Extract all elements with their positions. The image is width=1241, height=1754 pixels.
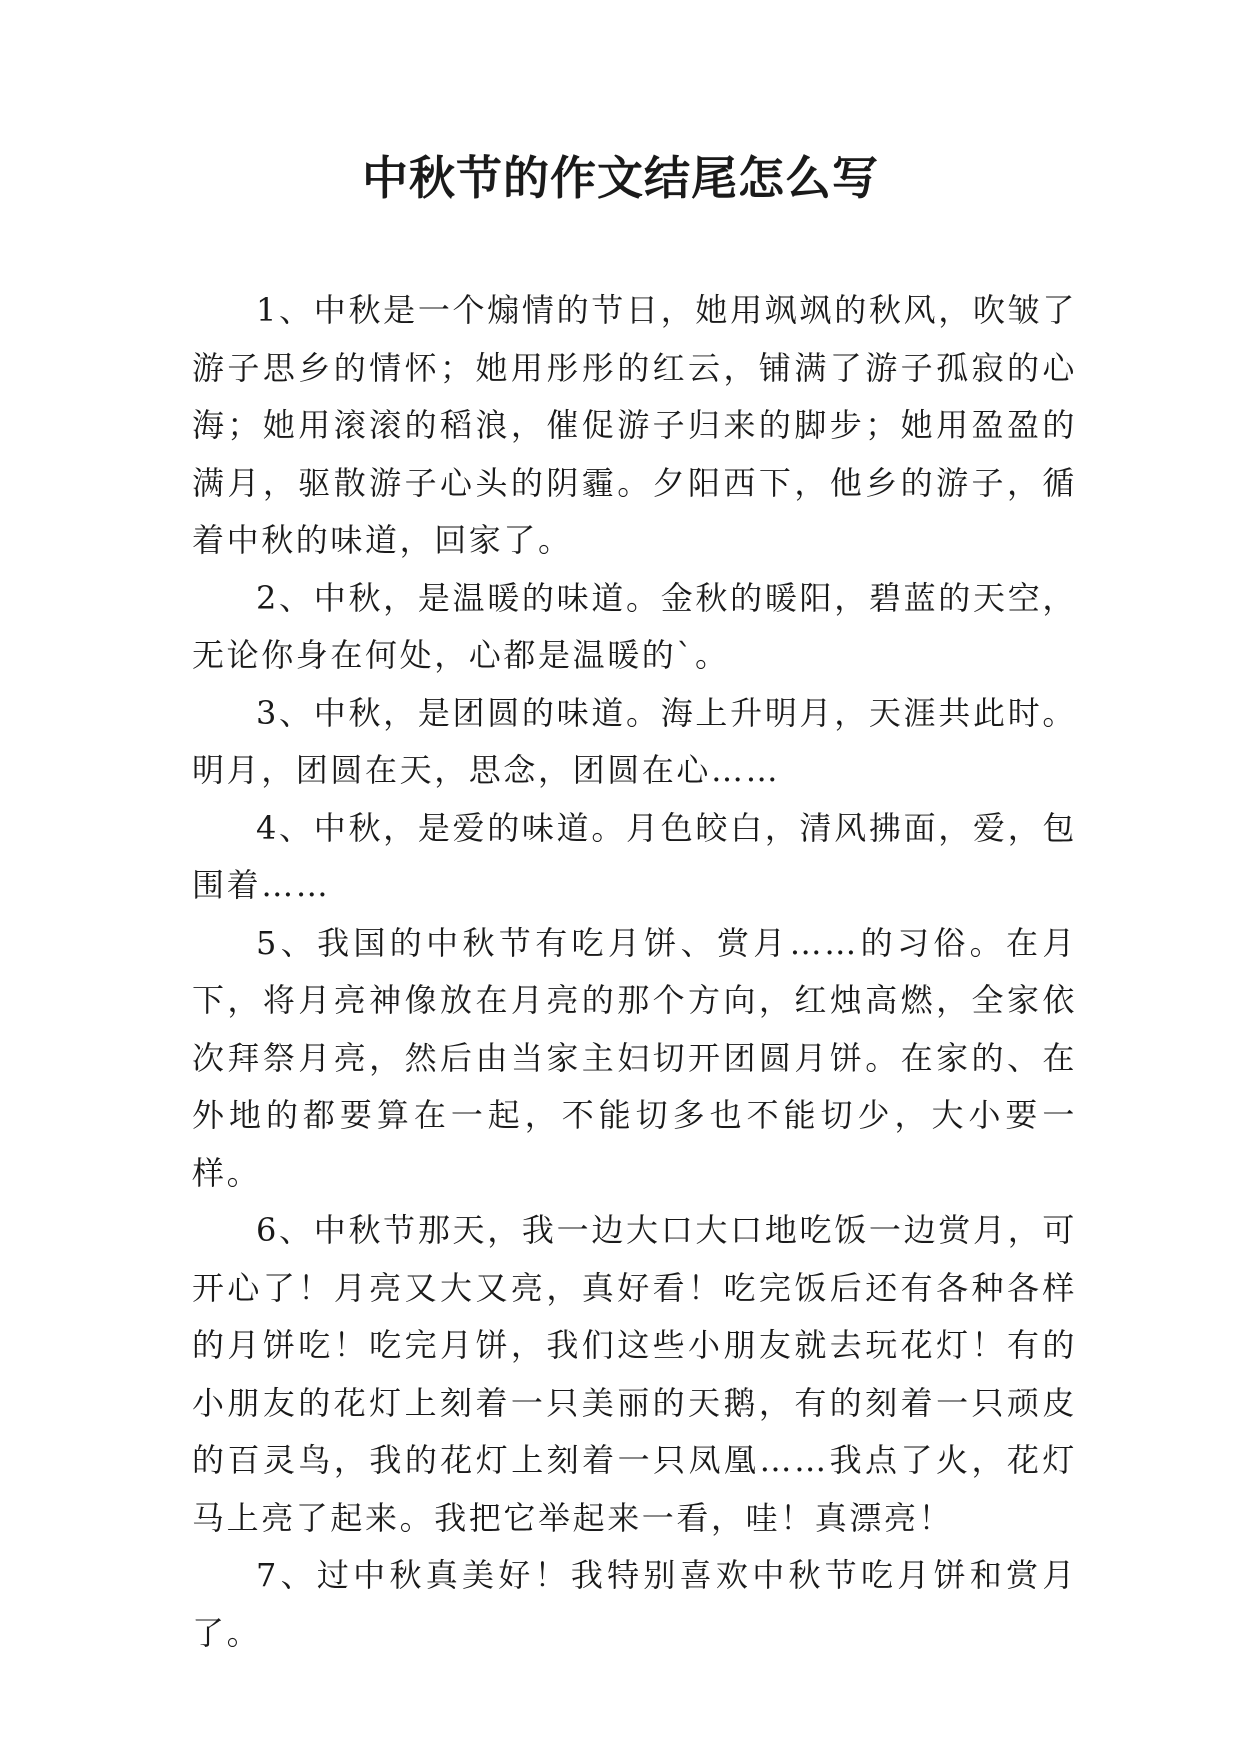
paragraph-4: 4、中秋，是爱的味道。月色皎白，清风拂面，爱，包围着…… bbox=[192, 808, 1077, 904]
paragraph-1: 1、中秋是一个煽情的节日，她用飒飒的秋风，吹皱了游子思乡的情怀；她用彤彤的红云，铺满了游子孤寂的心海；她用滚滚的稻浪，催促游子归来的脚步；她用盈盈的满月，驱散游子心头的阴霾。夕阳西下，他乡的游子，循着中秋的味道，回家了。 bbox=[192, 291, 1077, 559]
paragraph-7: 7、过中秋真美好！我特别喜欢中秋节吃月饼和赏月了。 bbox=[192, 1556, 1077, 1652]
paragraph-6: 6、中秋节那天，我一边大口大口地吃饭一边赏月，可开心了！月亮又大又亮，真好看！吃完饭后还有各种各样的月饼吃！吃完月饼，我们这些小朋友就去玩花灯！有的小朋友的花灯上刻着一只美丽的天鹅，有的刻着一只顽皮的百灵鸟，我的花灯上刻着一只凤凰……我点了火，花灯马上亮了起来。我把它举起来一看，哇！真漂亮！ bbox=[192, 1211, 1077, 1537]
paragraph-3: 3、中秋，是团圆的味道。海上升明月，天涯共此时。明月，团圆在天，思念，团圆在心…… bbox=[192, 693, 1077, 789]
paragraph-2: 2、中秋，是温暖的味道。金秋的暖阳，碧蓝的天空，无论你身在何处，心都是温暖的`。 bbox=[192, 578, 1077, 674]
paragraph-5: 5、我国的中秋节有吃月饼、赏月……的习俗。在月下，将月亮神像放在月亮的那个方向，红烛高燃，全家依次拜祭月亮，然后由当家主妇切开团圆月饼。在家的、在外地的都要算在一起，不能切多也不能切少，大小要一样。 bbox=[192, 923, 1077, 1192]
document-body bbox=[192, 282, 1077, 1662]
document-title: 中秋节的作文结尾怎么写 bbox=[362, 151, 879, 205]
